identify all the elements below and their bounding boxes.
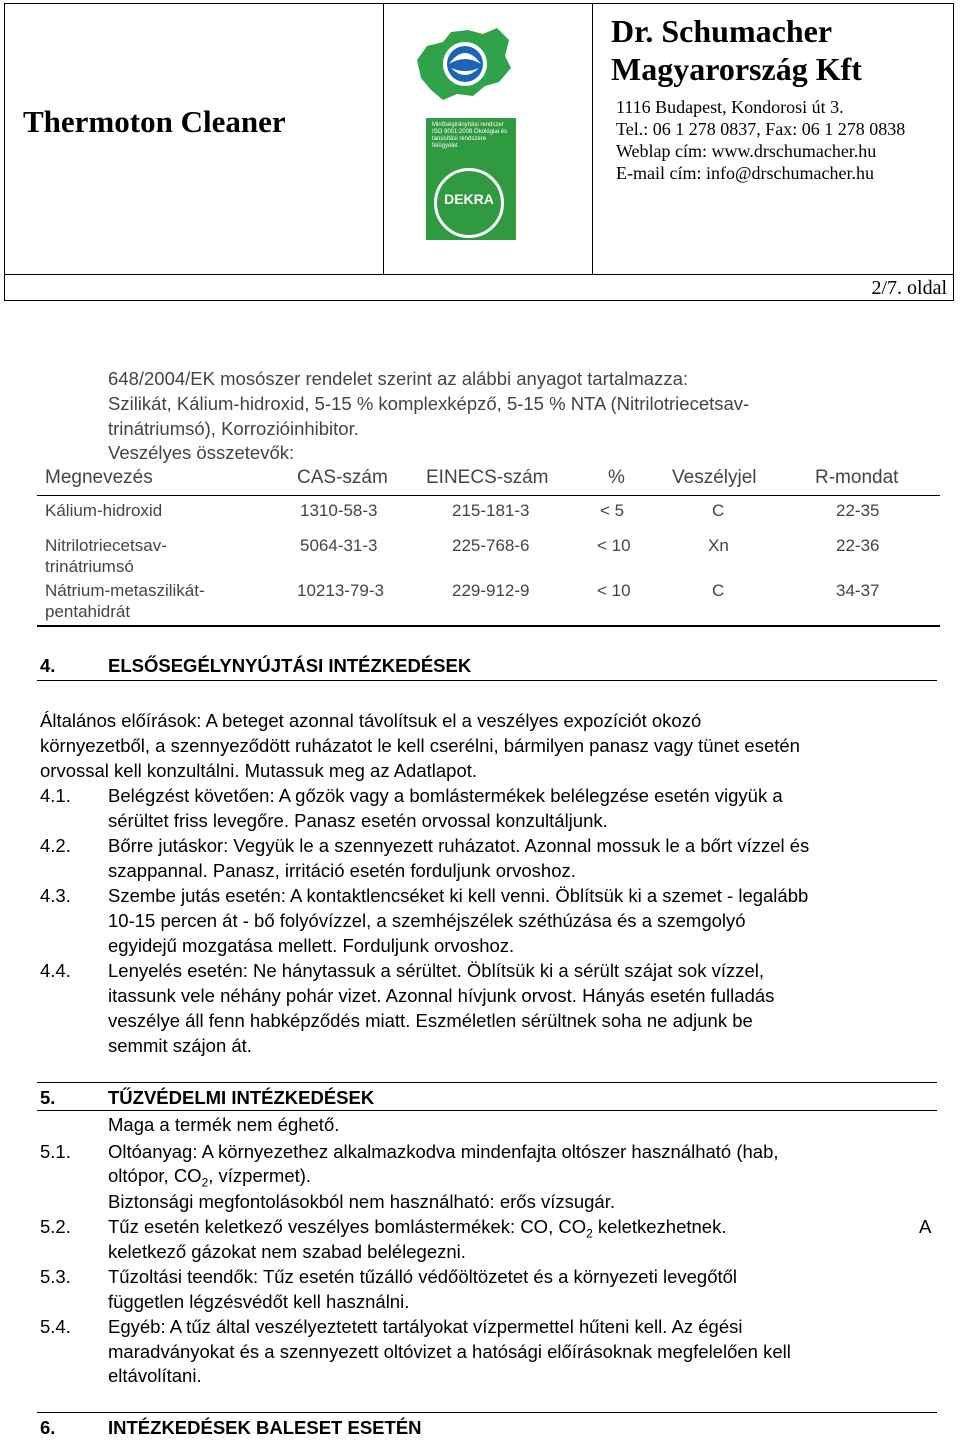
section-rule: [37, 680, 937, 681]
company-name: [611, 12, 862, 88]
table-header-rule: [37, 495, 940, 496]
table-header-cell: Megnevezés: [45, 467, 153, 488]
general-advice-line: környezetből, a szennyeződött ruházatot le kell cserélni, bármilyen panasz vagy tünet esetén: [40, 735, 800, 756]
item-line: Oltóanyag: A környezethez alkalmazkodva mindenfajta oltószer használható (hab,: [108, 1141, 779, 1162]
table-cell-percent: < 10: [597, 536, 631, 555]
section-4-title: ELSŐSEGÉLYNYÚJTÁSI INTÉZKEDÉSEK: [108, 655, 472, 676]
section-6-title: INTÉZKEDÉSEK BALESET ESETÉN: [108, 1417, 422, 1438]
table-cell-cas: 5064-31-3: [300, 536, 378, 555]
header-divider: [592, 4, 593, 274]
item-line: Lenyelés esetén: Ne hánytassuk a sérültet. Öblítsük ki a sérült szájat sok vízzel,: [108, 960, 765, 981]
table-cell-r-phrase: 34-37: [836, 581, 880, 600]
table-cell-einecs: 215-181-3: [452, 501, 530, 520]
item-line: egyidejű mozgatása mellett. Forduljunk orvoshoz.: [108, 935, 515, 956]
item-line: oltópor, $CO_2$, vízpermet).: [108, 1165, 312, 1190]
item-line: független légzésvédőt kell használni.: [108, 1291, 410, 1312]
item-line: maradványokat és a szennyezett oltóvizet a hatósági előírásoknak megfelelően kell: [108, 1341, 791, 1362]
table-cell-cas: 10213-79-3: [297, 581, 384, 600]
table-header-cell: Veszélyjel: [672, 467, 757, 488]
section-6-number: 6.: [40, 1417, 56, 1438]
table-cell-name-cont: pentahidrát: [45, 602, 131, 621]
company-name-line1: Dr. Schumacher: [611, 13, 833, 49]
company-name-line2: Magyarország Kft: [611, 51, 862, 87]
item-line: Maga a termék nem éghető.: [108, 1114, 340, 1135]
table-cell-name-cont: trinátriumsó: [45, 557, 134, 576]
table-bottom-rule: [37, 625, 940, 627]
item-line: sérültet friss levegőre. Panasz esetén orvossal konzultáljunk.: [108, 810, 608, 831]
company-email: E-mail cím: info@drschumacher.hu: [616, 163, 875, 183]
table-header-cell: R-mondat: [815, 467, 899, 488]
item-line: Tűzoltási teendők: Tűz esetén tűzálló védőöltözetet és a környezeti levegőtől: [108, 1266, 738, 1287]
item-line-end: A: [919, 1216, 932, 1237]
item-number: 4.4.: [40, 960, 71, 981]
company-phone: Tel.: 06 1 278 0837, Fax: 06 1 278 0838: [616, 119, 906, 139]
item-number: 5.4.: [40, 1316, 71, 1337]
company-address: 1116 Budapest, Kondorosi út 3.: [616, 97, 844, 117]
intro-line: Szilikát, Kálium-hidroxid, 5-15 % komplexképző, 5-15 % NTA (Nitrilotriecetsav-: [108, 393, 750, 414]
table-cell-percent: < 10: [597, 581, 631, 600]
item-line: szappannal. Panasz, irritáció esetén forduljunk orvoshoz.: [108, 860, 576, 881]
company-web: Weblap cím: www.drschumacher.hu: [616, 141, 877, 161]
table-header-cell: EINECS-szám: [426, 467, 549, 488]
table-cell-symbol: C: [712, 501, 725, 520]
header-divider: [5, 274, 953, 275]
table-cell-name: Kálium-hidroxid: [45, 501, 163, 520]
item-line: Tűz esetén keletkező veszélyes bomlástermékek: CO, $CO_2$ keletkezhetnek.: [108, 1216, 727, 1241]
item-line: Szembe jutás esetén: A kontaktlencséket ki kell venni. Öblítsük ki a szemet - legalább: [108, 885, 809, 906]
intro-line: Veszélyes összetevők:: [108, 442, 295, 463]
item-number: 4.3.: [40, 885, 71, 906]
table-cell-r-phrase: 22-36: [836, 536, 880, 555]
certificate-text: Minőségirányítási rendszer ISO 9001:2008 Ökológiai és tanúsítási rendszere felügyelet: [432, 122, 508, 149]
table-header-cell: CAS-szám: [297, 467, 388, 488]
general-advice-line: orvossal kell konzultálni. Mutassuk meg az Adatlapot.: [40, 760, 478, 781]
item-line: keletkező gázokat nem szabad belélegezni.: [108, 1241, 466, 1262]
table-cell-percent: < 5: [600, 501, 625, 520]
intro-line: 648/2004/EK mosószer rendelet szerint az alábbi anyagot tartalmazza:: [108, 368, 688, 389]
item-number: 4.1.: [40, 785, 71, 806]
table-cell-symbol: Xn: [708, 536, 729, 555]
company-contact: [616, 96, 905, 184]
general-advice-line: Általános előírások: A beteget azonnal távolítsuk el a veszélyes expozíciót okozó: [40, 710, 702, 731]
page-number: 2/7. oldal: [871, 277, 947, 299]
section-5-title: TŰZVÉDELMI INTÉZKEDÉSEK: [108, 1087, 375, 1108]
item-number: 5.3.: [40, 1266, 71, 1287]
item-line: Biztonsági megfontolásokból nem használható: erős vízsugár.: [108, 1191, 615, 1212]
table-cell-cas: 1310-58-3: [300, 501, 378, 520]
table-cell-name: Nátrium-metaszilikát-: [45, 581, 205, 600]
table-cell-einecs: 225-768-6: [452, 536, 530, 555]
dekra-label: DEKRA: [444, 191, 494, 207]
document-title: Thermoton Cleaner: [23, 104, 286, 139]
item-line: Bőrre jutáskor: Vegyük le a szennyezett ruházatot. Azonnal mossuk le a bőrt vízzel és: [108, 835, 810, 856]
item-line: Belégzést követően: A gőzök vagy a bomlástermékek belélegzése esetén vigyük a: [108, 785, 783, 806]
item-line: semmit szájon át.: [108, 1035, 252, 1056]
table-cell-symbol: C: [712, 581, 725, 600]
table-cell-name: Nitrilotriecetsav-: [45, 536, 167, 555]
section-5-number: 5.: [40, 1087, 56, 1108]
item-line: 10-15 percen át - bő folyóvízzel, a szemhéjszélek széthúzása és a szemgolyó: [108, 910, 746, 931]
item-number: 5.2.: [40, 1216, 71, 1237]
item-number: 4.2.: [40, 835, 71, 856]
hungary-map-logo-icon: [413, 20, 513, 110]
item-line: itassunk vele néhány pohár vizet. Azonnal hívjunk orvost. Hányás esetén fulladás: [108, 985, 775, 1006]
company-logo: [413, 20, 513, 235]
header-divider: [383, 4, 384, 274]
item-number: 5.1.: [40, 1141, 71, 1162]
table-cell-einecs: 229-912-9: [452, 581, 530, 600]
table-header-cell: %: [608, 467, 625, 488]
section-rule: [37, 1082, 937, 1083]
intro-line: trinátriumsó), Korrozióinhibitor.: [108, 418, 359, 439]
section-rule: [37, 1412, 937, 1413]
item-line: Egyéb: A tűz által veszélyeztetett tartályokat vízpermettel hűteni kell. Az égési: [108, 1316, 743, 1337]
table-cell-r-phrase: 22-35: [836, 501, 880, 520]
section-rule: [37, 1110, 937, 1111]
dekra-seal-icon: [434, 168, 504, 238]
iso-certificate-badge: [426, 118, 516, 240]
section-4-number: 4.: [40, 655, 56, 676]
document-header: [4, 3, 954, 301]
item-line: eltávolítani.: [108, 1365, 202, 1386]
item-line: veszélye áll fenn habképződés miatt. Eszméletlen sérültnek soha ne adjunk be: [108, 1010, 753, 1031]
